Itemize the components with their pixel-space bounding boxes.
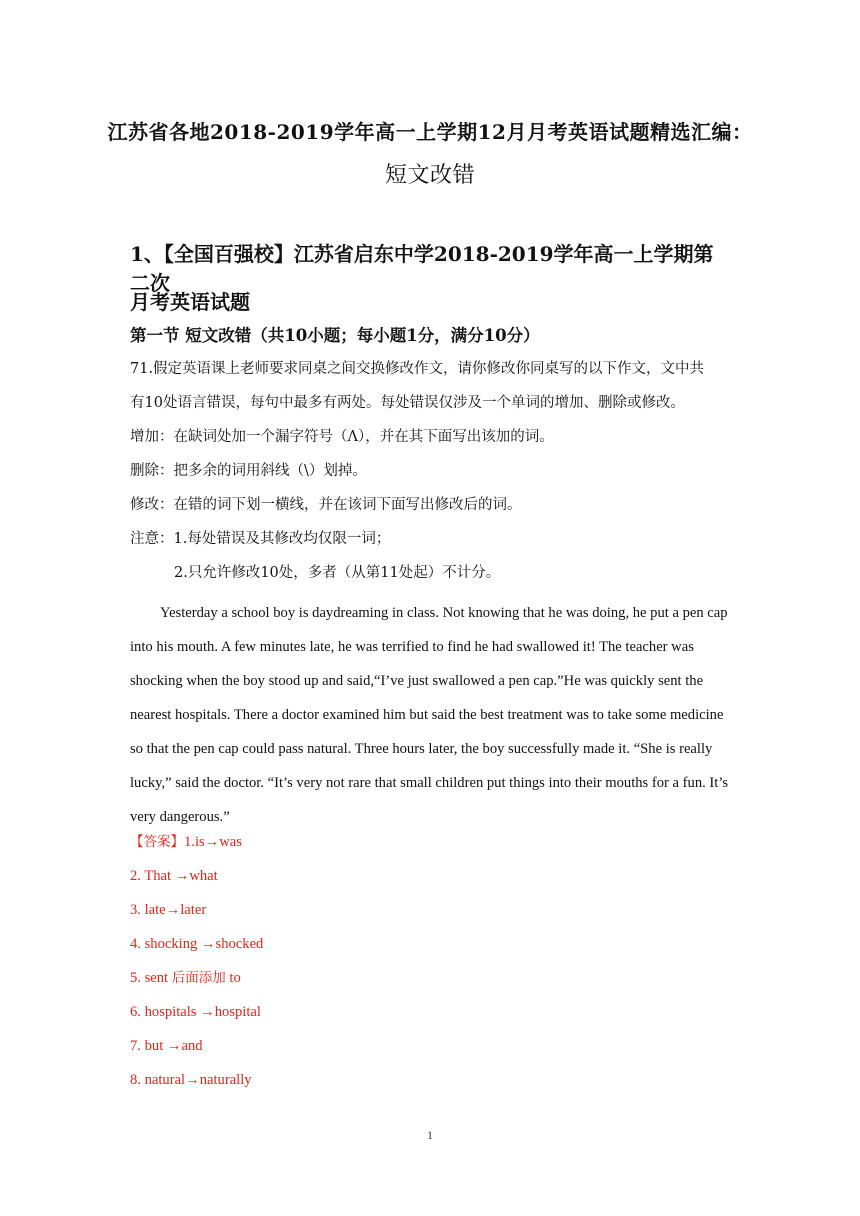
- answer-5-tail: to: [225, 970, 241, 986]
- document-subtitle: 短文改错: [384, 163, 475, 188]
- answer-1-text: 1.is→was: [184, 834, 242, 850]
- document-title: 江苏省各地2018-2019学年高一上学期12月月考英语试题精选汇编：: [107, 120, 753, 144]
- page-number: 1: [427, 1128, 433, 1142]
- passage-text: Yesterday a school boy is daydreaming in class. Not knowing that he was doing, he put a pen cap into his mouth. A few minutes late, he was terrified to find he had swallowed it! The teacher was shocking when the boy stood up and said,“I’ve just swallowed a pen cap.”He was quickly sent the nearest hospitals. There a doctor examined him but said the best treatment was to take some medicine so that the pen cap could pass natural. Three hours later, the boy successfully made it. “She is really lucky,” said the doctor. “It’s very not rare that small children put things into their mouths for a fun. It’s very dangerous.”: [130, 605, 729, 825]
- answer-4: 4. shocking →shocked: [130, 936, 264, 952]
- answer-label: 【答案】: [130, 834, 184, 850]
- section-heading: 1、【全国百强校】江苏省启东中学2018-2019学年高一上学期第二次: [130, 242, 714, 295]
- answer-3: 3. late→later: [130, 902, 207, 918]
- note-1: 注意：1.每处错误及其修改均仅限一词；: [130, 531, 391, 547]
- rule-add: 增加：在缺词处加一个漏字符号（Λ），并在其下面写出该加的词。: [130, 429, 554, 445]
- answer-8: 8. natural→naturally: [130, 1072, 252, 1088]
- answer-1: [130, 832, 242, 852]
- rule-delete: 删除：把多余的词用斜线（\）划掉。: [130, 463, 367, 479]
- answer-5-cn: 后面添加: [171, 970, 226, 986]
- rule-modify: 修改：在错的词下划一横线，并在该词下面写出修改后的词。: [130, 497, 522, 513]
- answer-5: [130, 968, 241, 988]
- answer-6: 6. hospitals →hospital: [130, 1004, 261, 1020]
- note-2: 2.只允许修改10处，多者（从第11处起）不计分。: [174, 565, 501, 581]
- instruction-line-2: 有10处语言错误，每句中最多有两处。每处错误仅涉及一个单词的增加、删除或修改。: [130, 395, 685, 411]
- answer-2: 2. That →what: [130, 868, 218, 884]
- answer-5-text: 5. sent: [130, 970, 172, 986]
- subheading: 第一节 短文改错（共10小题；每小题1分，满分10分）: [130, 326, 540, 345]
- instruction-line-1: 71.假定英语课上老师要求同桌之间交换修改作文，请你修改你同桌写的以下作文，文中共: [130, 361, 705, 377]
- answer-7: 7. but →and: [130, 1038, 203, 1054]
- section-heading-continued: 月考英语试题: [130, 290, 250, 314]
